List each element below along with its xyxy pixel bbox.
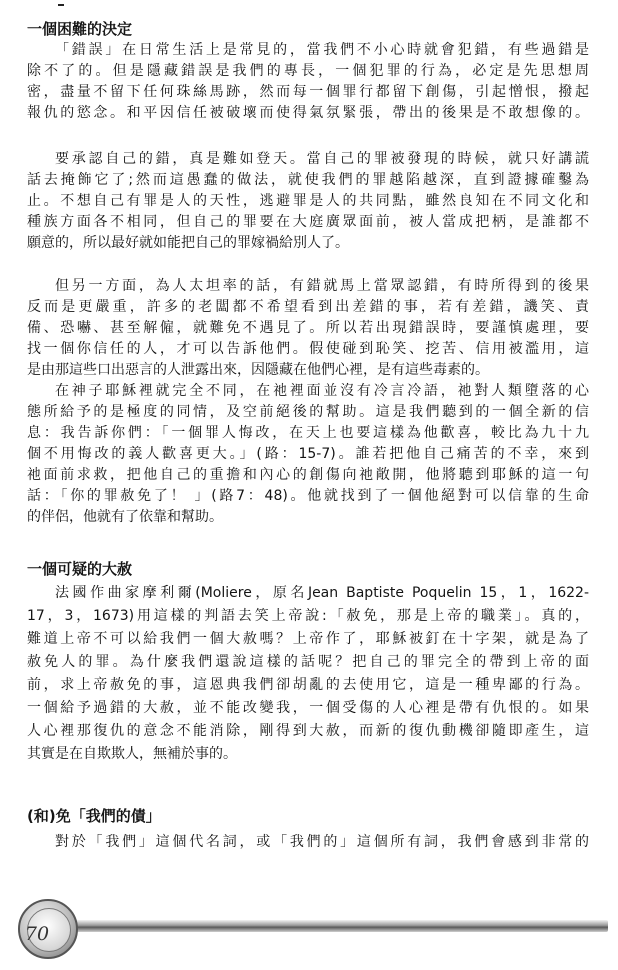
page-number: 70 (24, 923, 50, 945)
paragraph-line: 願意的，所以最好就如能把自己的罪嫁禍給別人了。 (27, 235, 349, 251)
footer-bar (38, 920, 608, 932)
paragraph-line: 是由那這些口出惡言的人泄露出來，因隱藏在他們心裡，是有這些毒素的。 (27, 362, 489, 378)
paragraph-line: 個不用悔改的義人歡喜更大。」(路：15-7)。誰若把他自己痛苦的不幸，來到 (27, 446, 589, 462)
paragraph-line: 息：我告訴你們：「一個罪人悔改，在天上也要這樣為他歡喜，較比為九十九 (27, 425, 589, 441)
paragraph-line: 話：「你的罪赦免了！ 」(路7：48)。他就找到了一個他絕對可以信靠的生命 (27, 488, 589, 504)
paragraph-line: 話去掩飾它了;然而這愚蠢的做法，就使我們的罪越陷越深，直到證據確鑿為 (27, 172, 589, 188)
paragraph-line: 找一個你信任的人，才可以告訴他們。假使碰到恥笑、挖苦、信用被濫用，這 (27, 341, 589, 357)
paragraph-line: 法國作曲家摩利爾(Moliere，原名Jean Baptiste Poquelin 15，1，1622- (55, 585, 589, 601)
paragraph-line: 對於「我們」這個代名詞，或「我們的」這個所有詞，我們會感到非常的 (55, 834, 589, 850)
paragraph-line: 前，求上帝赦免的事，這恩典我們卻胡亂的去使用它，這是一種卑鄙的行為。 (27, 677, 589, 693)
paragraph-line: 反而是更嚴重，許多的老闆都不希望看到出差錯的事，若有差錯，譏笑、責 (27, 299, 589, 315)
section-heading: (和)免「我們的債」 (27, 807, 161, 825)
paragraph-line: 報仇的慾念。和平因信任被破壞而使得氣氛緊張，帶出的後果是不敢想像的。 (27, 105, 589, 121)
paragraph-line: 一個給予過錯的大赦，並不能改變我，一個受傷的人心裡是帶有仇恨的。如果 (27, 700, 589, 716)
paragraph-line: 要承認自己的錯，真是難如登天。當自己的罪被發現的時候，就只好講謊 (55, 151, 589, 167)
section-heading: 一個可疑的大赦 (27, 560, 133, 578)
paragraph-line: 備、恐嚇、甚至解僱，就難免不遇見了。所以若出現錯誤時，要謹慎處理，要 (27, 320, 589, 336)
paragraph-line: 人心裡那復仇的意念不能消除，剛得到大赦，而新的復仇動機卻隨即產生，這 (27, 723, 589, 739)
paragraph-line: 的伴侶，他就有了依靠和幫助。 (27, 509, 223, 525)
paragraph-line: 赦免人的罪。為什麼我們還說這樣的話呢？把自己的罪完全的帶到上帝的面 (27, 654, 589, 670)
paragraph-line: 其實是在自欺欺人，無補於事的。 (27, 746, 237, 762)
paragraph-line: 「錯誤」在日常生活上是常見的，當我們不小心時就會犯錯，有些過錯是 (55, 42, 589, 58)
paragraph-line: 態所給予的是極度的同情，及空前絕後的幫助。這是我們聽到的一個全新的信 (27, 404, 589, 420)
paragraph-line: 但另一方面，為人太坦率的話，有錯就馬上當眾認錯，有時所得到的後果 (55, 278, 589, 294)
paragraph-line: 種族方面各不相同，但自己的罪要在大庭廣眾面前，被人當成把柄，是誰都不 (27, 214, 589, 230)
section-heading: 一個困難的決定 (27, 20, 133, 38)
paragraph-line: 在神子耶穌裡就完全不同，在祂裡面並沒有冷言冷語，祂對人類墮落的心 (55, 383, 589, 399)
paragraph-line: 難道上帝不可以給我們一個大赦嗎？上帝作了，耶穌被釘在十字架，就是為了 (27, 631, 589, 647)
paragraph-line: 17，3，1673)用這樣的判語去笑上帝說:「赦免，那是上帝的職業」。真的， (27, 608, 589, 624)
paragraph-line: 密，盡量不留下任何珠絲馬跡，然而每一個罪行都留下創傷，引起憎恨，撥起 (27, 84, 589, 100)
paragraph-line: 除不了的。但是隱藏錯誤是我們的專長，一個犯罪的行為，必定是先思想周 (27, 63, 589, 79)
paragraph-line: 祂面前求救，把他自己的重擔和內心的創傷向祂敞開，他將聽到耶穌的這一句 (27, 467, 589, 483)
corner-mark (58, 4, 64, 6)
paragraph-line: 止。不想自己有罪是人的天性，逃避罪是人的共同點，雖然良知在不同文化和 (27, 193, 589, 209)
